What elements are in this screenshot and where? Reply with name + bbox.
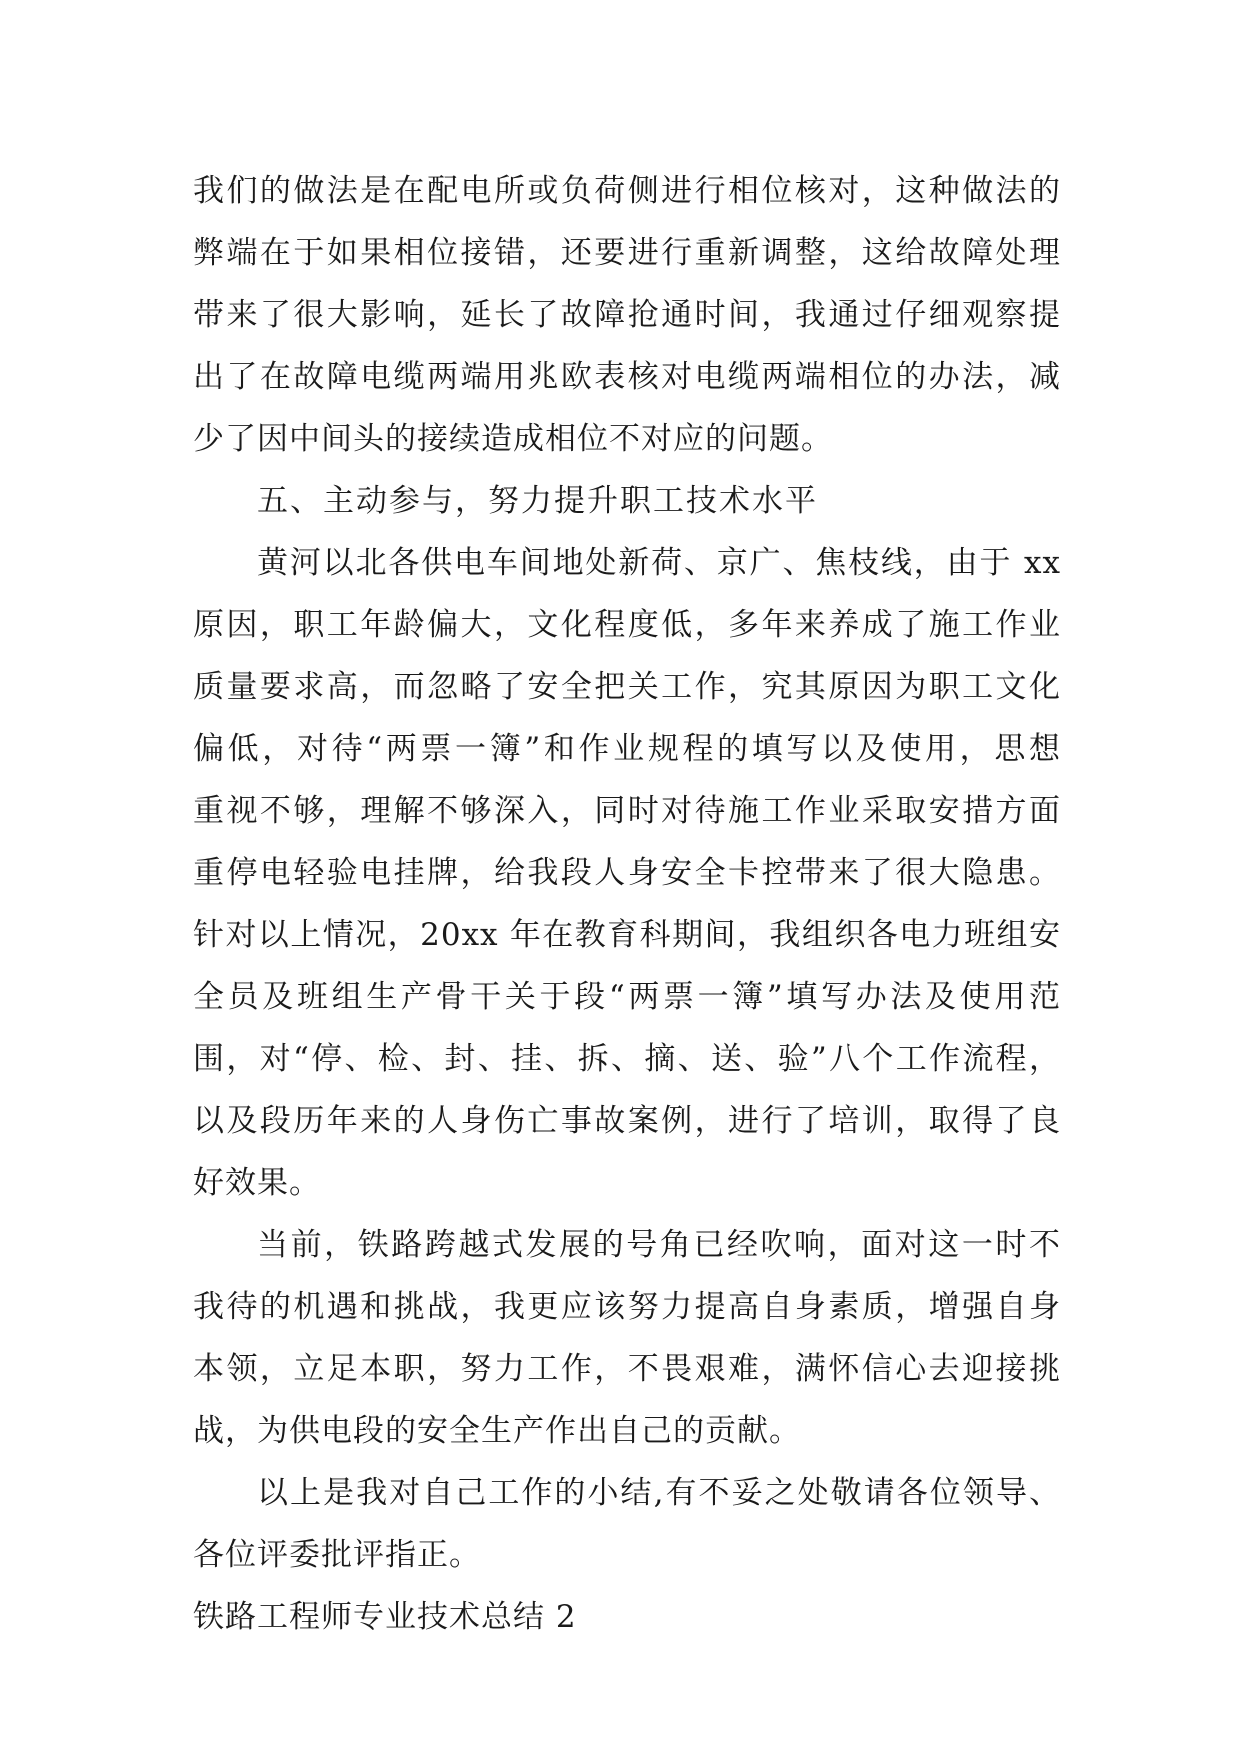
- text-line: 围，对“停、检、封、挂、拆、摘、送、验”八个工作流程，: [193, 1041, 1061, 1077]
- paragraph-3: [193, 1214, 1061, 1462]
- paragraph-2: [193, 532, 1061, 1214]
- text-line: 偏低，对待“两票一簿”和作业规程的填写以及使用，思想: [193, 731, 1061, 767]
- text-line: 黄河以北各供电车间地处新荷、京广、焦枝线，由于 xx: [257, 545, 1061, 581]
- text-line: 各位评委批评指正。: [193, 1537, 481, 1573]
- text-line: 原因，职工年龄偏大，文化程度低，多年来养成了施工作业: [193, 607, 1061, 643]
- paragraph-1: [193, 160, 1061, 470]
- text-line: 战，为供电段的安全生产作出自己的贡献。: [193, 1413, 801, 1449]
- text-line: 针对以上情况，20xx 年在教育科期间，我组织各电力班组安: [193, 917, 1061, 953]
- next-section-title: 铁路工程师专业技术总结 2: [193, 1599, 577, 1635]
- section-heading: 五、主动参与，努力提升职工技术水平: [257, 483, 818, 519]
- text-line: 重视不够，理解不够深入，同时对待施工作业采取安措方面: [193, 793, 1061, 829]
- text-line: 弊端在于如果相位接错，还要进行重新调整，这给故障处理: [193, 235, 1061, 271]
- paragraph-4: [193, 1462, 1061, 1586]
- text-line: 当前，铁路跨越式发展的号角已经吹响，面对这一时不: [257, 1227, 1061, 1263]
- text-line: 带来了很大影响，延长了故障抢通时间，我通过仔细观察提: [193, 297, 1061, 333]
- text-line: 好效果。: [193, 1165, 321, 1201]
- text-line: 本领，立足本职，努力工作，不畏艰难，满怀信心去迎接挑: [193, 1351, 1061, 1387]
- text-line: 以上是我对自己工作的小结,有不妥之处敬请各位领导、: [257, 1475, 1061, 1511]
- text-line: 我待的机遇和挑战，我更应该努力提高自身素质，增强自身: [193, 1289, 1061, 1325]
- text-line: 质量要求高，而忽略了安全把关工作，究其原因为职工文化: [193, 669, 1061, 705]
- text-line: 出了在故障电缆两端用兆欧表核对电缆两端相位的办法，减: [193, 359, 1061, 395]
- text-line: 重停电轻验电挂牌，给我段人身安全卡控带来了很大隐患。: [193, 855, 1061, 891]
- text-line: 我们的做法是在配电所或负荷侧进行相位核对，这种做法的: [193, 173, 1061, 209]
- text-line: 少了因中间头的接续造成相位不对应的问题。: [193, 421, 833, 457]
- text-line: 以及段历年来的人身伤亡事故案例，进行了培训，取得了良: [193, 1103, 1061, 1139]
- text-line: 全员及班组生产骨干关于段“两票一簿”填写办法及使用范: [193, 979, 1061, 1015]
- document-body: [193, 160, 1061, 1648]
